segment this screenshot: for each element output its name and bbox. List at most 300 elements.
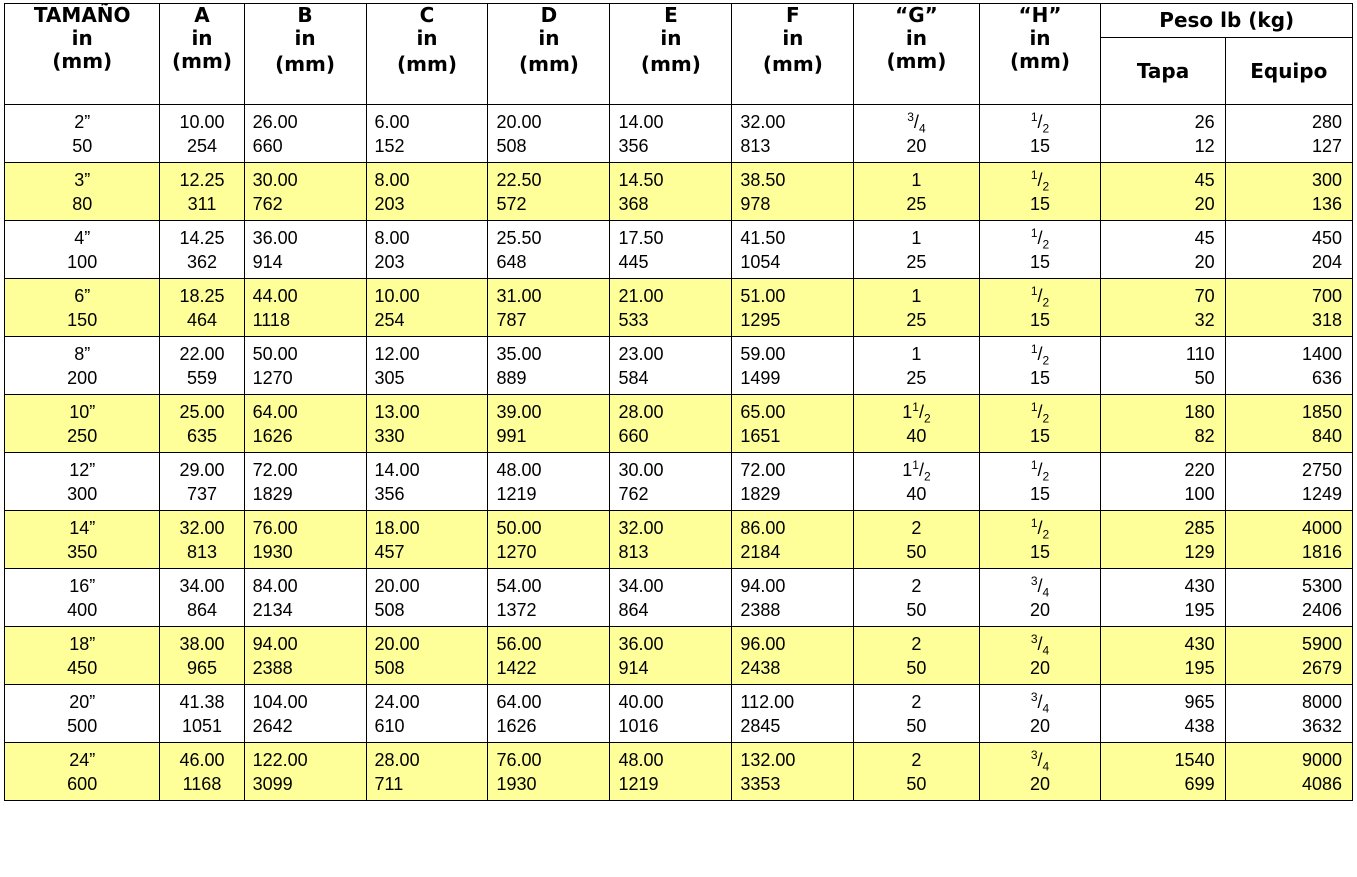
col-e-cell-in: 14.50 bbox=[618, 169, 664, 190]
col-g-cell-mm: 50 bbox=[906, 599, 927, 620]
equipment-weight-cell bbox=[1225, 279, 1352, 337]
size-cell-mm: 80 bbox=[72, 193, 93, 214]
col-e-cell-in: 30.00 bbox=[618, 459, 664, 480]
size-cell bbox=[5, 395, 160, 453]
col-e-cell-in: 21.00 bbox=[618, 285, 664, 306]
table-row bbox=[5, 163, 1353, 221]
size-cell-mm: 200 bbox=[67, 367, 98, 388]
size-cell-mm: 400 bbox=[67, 599, 98, 620]
col-a-cell-mm: 362 bbox=[186, 251, 218, 272]
col-d-cell-in: 50.00 bbox=[496, 517, 542, 538]
size-cell-mm: 50 bbox=[72, 135, 93, 156]
col-a-cell bbox=[160, 163, 244, 221]
col-e-cell-mm: 445 bbox=[618, 251, 649, 272]
col-c-cell bbox=[366, 163, 488, 221]
equipment-weight-cell bbox=[1225, 221, 1352, 279]
col-e-cell-in: 17.50 bbox=[618, 227, 664, 248]
col-b-cell-mm: 1626 bbox=[252, 425, 293, 446]
col-b-cell-in: 72.00 bbox=[252, 459, 298, 480]
size-cell bbox=[5, 743, 160, 801]
size-cell-mm: 250 bbox=[67, 425, 98, 446]
equipment-weight-cell-mm: 127 bbox=[1311, 135, 1342, 156]
col-e-cell bbox=[610, 511, 732, 569]
col-g-cell-in: 2 bbox=[911, 749, 922, 770]
equipment-weight-cell-in: 4000 bbox=[1301, 517, 1342, 538]
col-e-cell-mm: 1219 bbox=[618, 773, 659, 794]
col-f-cell-mm: 2845 bbox=[740, 715, 781, 736]
col-b-cell-in: 76.00 bbox=[252, 517, 298, 538]
col-h-cell-in: $^1/_2$ bbox=[1030, 341, 1050, 368]
col-a-cell-mm: 464 bbox=[186, 309, 218, 330]
size-cell-mm: 600 bbox=[67, 773, 98, 794]
col-h-cell bbox=[979, 569, 1101, 627]
size-cell-mm: 500 bbox=[67, 715, 98, 736]
equipment-weight-cell-mm: 2406 bbox=[1301, 599, 1342, 620]
cover-weight-cell-mm: 20 bbox=[1194, 193, 1215, 214]
col-h-cell-mm: 15 bbox=[1029, 193, 1051, 214]
col-h-cell-in: $^3/_4$ bbox=[1030, 631, 1050, 658]
col-e-cell bbox=[610, 685, 732, 743]
col-h-cell bbox=[979, 221, 1101, 279]
col-f-cell bbox=[732, 685, 854, 743]
col-c-cell-in: 18.00 bbox=[374, 517, 420, 538]
col-a-cell-in: 46.00 bbox=[179, 749, 225, 770]
col-h-cell-in: $^3/_4$ bbox=[1030, 573, 1050, 600]
col-d-cell-in: 56.00 bbox=[496, 633, 542, 654]
col-c-cell-in: 13.00 bbox=[374, 401, 420, 422]
cover-weight-cell-in: 430 bbox=[1184, 633, 1215, 654]
size-cell-mm: 100 bbox=[67, 251, 98, 272]
col-d-cell bbox=[488, 105, 610, 163]
col-d-cell-in: 20.00 bbox=[496, 111, 542, 132]
cover-weight-cell-mm: 32 bbox=[1194, 309, 1215, 330]
col-g-cell-mm: 50 bbox=[906, 657, 927, 678]
col-c-cell bbox=[366, 627, 488, 685]
equipment-weight-cell-in: 9000 bbox=[1301, 749, 1342, 770]
col-h-cell-in: $^3/_4$ bbox=[1030, 747, 1050, 774]
col-d-cell-in: 76.00 bbox=[496, 749, 542, 770]
header-size: TAMAÑO in (mm) bbox=[5, 4, 160, 105]
col-d-cell-in: 39.00 bbox=[496, 401, 542, 422]
col-c-cell bbox=[366, 743, 488, 801]
equipment-weight-cell bbox=[1225, 163, 1352, 221]
cover-weight-cell-in: 45 bbox=[1194, 169, 1215, 190]
col-g-cell-in: $1^1/_2$ bbox=[902, 457, 931, 484]
equipment-weight-cell-mm: 1249 bbox=[1301, 483, 1342, 504]
col-a-cell-in: 22.00 bbox=[179, 343, 225, 364]
col-b-cell-in: 26.00 bbox=[252, 111, 298, 132]
size-cell bbox=[5, 279, 160, 337]
col-g-cell-in: 2 bbox=[911, 633, 922, 654]
col-c-cell-mm: 457 bbox=[374, 541, 405, 562]
col-f-cell-in: 59.00 bbox=[740, 343, 786, 364]
col-c-cell-in: 28.00 bbox=[374, 749, 420, 770]
col-e-cell-in: 28.00 bbox=[618, 401, 664, 422]
col-d-cell bbox=[488, 395, 610, 453]
col-c-cell-mm: 203 bbox=[374, 193, 405, 214]
col-e-cell bbox=[610, 743, 732, 801]
col-c-cell-mm: 610 bbox=[374, 715, 405, 736]
col-h-cell-mm: 15 bbox=[1029, 367, 1051, 388]
col-b-cell-mm: 1118 bbox=[252, 309, 290, 330]
col-h-cell-in: $^1/_2$ bbox=[1030, 225, 1050, 252]
col-a-cell bbox=[160, 105, 244, 163]
col-g-cell-mm: 50 bbox=[906, 541, 927, 562]
col-d-cell bbox=[488, 337, 610, 395]
col-f-cell bbox=[732, 569, 854, 627]
col-a-cell bbox=[160, 453, 244, 511]
cover-weight-cell bbox=[1101, 395, 1225, 453]
col-b-cell bbox=[244, 279, 366, 337]
size-cell-in: 16” bbox=[69, 575, 96, 596]
col-e-cell bbox=[610, 453, 732, 511]
col-e-cell-in: 23.00 bbox=[618, 343, 664, 364]
equipment-weight-cell bbox=[1225, 569, 1352, 627]
col-h-cell bbox=[979, 743, 1101, 801]
table-row bbox=[5, 221, 1353, 279]
header-equipment: Equipo bbox=[1225, 38, 1352, 105]
cover-weight-cell bbox=[1101, 221, 1225, 279]
col-a-cell-mm: 254 bbox=[186, 135, 218, 156]
col-c-cell-in: 20.00 bbox=[374, 633, 420, 654]
col-f-cell-mm: 3353 bbox=[740, 773, 781, 794]
equipment-weight-cell bbox=[1225, 627, 1352, 685]
col-g-cell bbox=[854, 337, 979, 395]
col-f-cell-in: 96.00 bbox=[740, 633, 786, 654]
col-h-cell-in: $^3/_4$ bbox=[1030, 689, 1050, 716]
col-b-cell-in: 30.00 bbox=[252, 169, 298, 190]
col-g-cell-mm: 25 bbox=[906, 193, 927, 214]
col-g-cell-mm: 20 bbox=[906, 135, 927, 156]
col-d-cell bbox=[488, 743, 610, 801]
col-d-cell-in: 48.00 bbox=[496, 459, 542, 480]
equipment-weight-cell-in: 280 bbox=[1311, 111, 1342, 132]
col-e-cell bbox=[610, 569, 732, 627]
col-f-cell-mm: 1295 bbox=[740, 309, 781, 330]
col-d-cell-mm: 572 bbox=[496, 193, 527, 214]
col-e-cell-mm: 356 bbox=[618, 135, 649, 156]
col-f-cell bbox=[732, 743, 854, 801]
col-e-cell-mm: 1016 bbox=[618, 715, 659, 736]
cover-weight-cell-mm: 129 bbox=[1184, 541, 1215, 562]
col-a-cell-mm: 635 bbox=[186, 425, 218, 446]
col-g-cell-mm: 40 bbox=[906, 483, 927, 504]
col-g-cell bbox=[854, 105, 979, 163]
size-cell-in: 3” bbox=[74, 169, 91, 190]
equipment-weight-cell-mm: 318 bbox=[1311, 309, 1342, 330]
size-cell bbox=[5, 453, 160, 511]
equipment-weight-cell-mm: 204 bbox=[1311, 251, 1342, 272]
cover-weight-cell-mm: 20 bbox=[1194, 251, 1215, 272]
size-cell-in: 4” bbox=[74, 227, 91, 248]
col-g-cell-mm: 50 bbox=[906, 715, 927, 736]
equipment-weight-cell-in: 1850 bbox=[1301, 401, 1342, 422]
col-h-cell-mm: 15 bbox=[1029, 135, 1051, 156]
size-cell-in: 8” bbox=[74, 343, 91, 364]
size-cell bbox=[5, 105, 160, 163]
col-f-cell-mm: 2184 bbox=[740, 541, 781, 562]
col-f-cell bbox=[732, 453, 854, 511]
equipment-weight-cell bbox=[1225, 337, 1352, 395]
col-g-cell-mm: 25 bbox=[906, 309, 927, 330]
col-f-cell-mm: 1829 bbox=[740, 483, 781, 504]
equipment-weight-cell-mm: 2679 bbox=[1301, 657, 1342, 678]
equipment-weight-cell-in: 2750 bbox=[1301, 459, 1342, 480]
col-a-cell-in: 34.00 bbox=[179, 575, 225, 596]
col-g-cell bbox=[854, 279, 979, 337]
col-e-cell bbox=[610, 627, 732, 685]
col-f-cell-mm: 2438 bbox=[740, 657, 781, 678]
col-b-cell-in: 64.00 bbox=[252, 401, 298, 422]
col-b-cell-in: 122.00 bbox=[252, 749, 308, 770]
col-g-cell bbox=[854, 395, 979, 453]
col-d-cell-in: 25.50 bbox=[496, 227, 542, 248]
col-c-cell-in: 20.00 bbox=[374, 575, 420, 596]
col-b-cell bbox=[244, 105, 366, 163]
col-e-cell bbox=[610, 279, 732, 337]
col-d-cell bbox=[488, 279, 610, 337]
col-d-cell-in: 22.50 bbox=[496, 169, 542, 190]
col-a-cell bbox=[160, 627, 244, 685]
col-d-cell-in: 64.00 bbox=[496, 691, 542, 712]
col-f-cell-in: 112.00 bbox=[740, 691, 795, 712]
col-e-cell bbox=[610, 105, 732, 163]
table-row bbox=[5, 743, 1353, 801]
col-g-cell bbox=[854, 453, 979, 511]
cover-weight-cell-in: 965 bbox=[1184, 691, 1215, 712]
cover-weight-cell-in: 430 bbox=[1184, 575, 1215, 596]
col-a-cell-in: 12.25 bbox=[179, 169, 225, 190]
cover-weight-cell-mm: 699 bbox=[1184, 773, 1215, 794]
col-c-cell-mm: 203 bbox=[374, 251, 405, 272]
col-g-cell-in: $^3/_4$ bbox=[907, 109, 926, 136]
table-row bbox=[5, 337, 1353, 395]
col-b-cell-mm: 1930 bbox=[252, 541, 293, 562]
col-d-cell bbox=[488, 685, 610, 743]
header-col-a: A in (mm) bbox=[160, 4, 244, 105]
size-cell bbox=[5, 569, 160, 627]
header-col-c: C in (mm) bbox=[366, 4, 488, 105]
size-cell bbox=[5, 627, 160, 685]
col-f-cell bbox=[732, 337, 854, 395]
col-a-cell-mm: 559 bbox=[186, 367, 218, 388]
col-h-cell bbox=[979, 279, 1101, 337]
col-e-cell-mm: 762 bbox=[618, 483, 649, 504]
col-a-cell-mm: 965 bbox=[186, 657, 218, 678]
table-body bbox=[5, 105, 1353, 801]
col-h-cell-in: $^1/_2$ bbox=[1030, 109, 1050, 136]
col-g-cell-mm: 40 bbox=[906, 425, 927, 446]
col-b-cell bbox=[244, 221, 366, 279]
header-col-f: F in (mm) bbox=[732, 4, 854, 105]
col-a-cell-mm: 737 bbox=[186, 483, 218, 504]
size-cell-mm: 350 bbox=[67, 541, 98, 562]
col-h-cell bbox=[979, 395, 1101, 453]
col-b-cell-mm: 2388 bbox=[252, 657, 293, 678]
col-f-cell bbox=[732, 627, 854, 685]
col-c-cell-in: 8.00 bbox=[374, 227, 410, 248]
col-c-cell bbox=[366, 569, 488, 627]
col-c-cell bbox=[366, 685, 488, 743]
col-b-cell-mm: 2642 bbox=[252, 715, 293, 736]
col-b-cell-mm: 3099 bbox=[252, 773, 293, 794]
col-g-cell-in: $1^1/_2$ bbox=[902, 399, 931, 426]
equipment-weight-cell-in: 1400 bbox=[1301, 343, 1342, 364]
cover-weight-cell bbox=[1101, 337, 1225, 395]
size-cell bbox=[5, 337, 160, 395]
col-g-cell-in: 2 bbox=[911, 691, 922, 712]
equipment-weight-cell-in: 5300 bbox=[1301, 575, 1342, 596]
col-c-cell bbox=[366, 221, 488, 279]
cover-weight-cell bbox=[1101, 627, 1225, 685]
col-e-cell-mm: 368 bbox=[618, 193, 649, 214]
col-a-cell bbox=[160, 337, 244, 395]
col-g-cell bbox=[854, 511, 979, 569]
col-a-cell-in: 32.00 bbox=[179, 517, 225, 538]
col-f-cell bbox=[732, 279, 854, 337]
col-h-cell-in: $^1/_2$ bbox=[1030, 167, 1050, 194]
col-g-cell-mm: 25 bbox=[906, 367, 927, 388]
cover-weight-cell bbox=[1101, 511, 1225, 569]
size-cell-in: 14” bbox=[69, 517, 96, 538]
cover-weight-cell-mm: 100 bbox=[1184, 483, 1215, 504]
col-a-cell bbox=[160, 395, 244, 453]
col-h-cell bbox=[979, 685, 1101, 743]
size-cell-in: 10” bbox=[69, 401, 96, 422]
col-f-cell bbox=[732, 511, 854, 569]
col-b-cell bbox=[244, 743, 366, 801]
equipment-weight-cell-mm: 840 bbox=[1311, 425, 1342, 446]
col-e-cell bbox=[610, 221, 732, 279]
col-e-cell-in: 14.00 bbox=[618, 111, 664, 132]
col-b-cell bbox=[244, 163, 366, 221]
col-d-cell-mm: 1219 bbox=[496, 483, 537, 504]
cover-weight-cell-in: 45 bbox=[1194, 227, 1215, 248]
col-c-cell-in: 8.00 bbox=[374, 169, 410, 190]
header-col-h: “H” in (mm) bbox=[979, 4, 1101, 105]
size-cell-in: 24” bbox=[69, 749, 96, 770]
col-f-cell bbox=[732, 395, 854, 453]
col-f-cell bbox=[732, 105, 854, 163]
col-c-cell bbox=[366, 279, 488, 337]
cover-weight-cell bbox=[1101, 685, 1225, 743]
col-f-cell-in: 94.00 bbox=[740, 575, 786, 596]
col-b-cell-in: 104.00 bbox=[252, 691, 308, 712]
col-f-cell-mm: 1499 bbox=[740, 367, 781, 388]
col-a-cell bbox=[160, 511, 244, 569]
cover-weight-cell-in: 180 bbox=[1184, 401, 1215, 422]
col-d-cell-mm: 991 bbox=[496, 425, 527, 446]
col-f-cell-in: 65.00 bbox=[740, 401, 786, 422]
cover-weight-cell bbox=[1101, 105, 1225, 163]
size-cell-in: 6” bbox=[74, 285, 91, 306]
table-row bbox=[5, 279, 1353, 337]
cover-weight-cell-in: 110 bbox=[1185, 343, 1215, 364]
col-b-cell-in: 44.00 bbox=[252, 285, 298, 306]
col-h-cell-in: $^1/_2$ bbox=[1030, 399, 1050, 426]
col-h-cell bbox=[979, 453, 1101, 511]
col-a-cell-mm: 813 bbox=[186, 541, 218, 562]
col-d-cell-mm: 1372 bbox=[496, 599, 537, 620]
col-g-cell-in: 1 bbox=[911, 227, 922, 248]
col-d-cell-mm: 889 bbox=[496, 367, 527, 388]
col-h-cell-mm: 15 bbox=[1029, 251, 1051, 272]
col-h-cell-in: $^1/_2$ bbox=[1030, 515, 1050, 542]
col-a-cell-in: 29.00 bbox=[179, 459, 225, 480]
size-cell-mm: 150 bbox=[67, 309, 98, 330]
col-c-cell bbox=[366, 453, 488, 511]
col-c-cell-in: 24.00 bbox=[374, 691, 420, 712]
col-b-cell-in: 84.00 bbox=[252, 575, 298, 596]
col-d-cell bbox=[488, 511, 610, 569]
col-e-cell-mm: 914 bbox=[618, 657, 649, 678]
col-d-cell-mm: 1930 bbox=[496, 773, 537, 794]
col-f-cell-mm: 813 bbox=[740, 135, 771, 156]
col-b-cell-mm: 2134 bbox=[252, 599, 293, 620]
col-e-cell-in: 36.00 bbox=[618, 633, 664, 654]
equipment-weight-cell-mm: 636 bbox=[1311, 367, 1342, 388]
cover-weight-cell-mm: 50 bbox=[1194, 367, 1215, 388]
col-f-cell-mm: 1054 bbox=[740, 251, 781, 272]
col-d-cell bbox=[488, 627, 610, 685]
equipment-weight-cell-mm: 1816 bbox=[1301, 541, 1342, 562]
col-c-cell-mm: 711 bbox=[374, 773, 404, 794]
cover-weight-cell bbox=[1101, 569, 1225, 627]
col-f-cell-in: 38.50 bbox=[740, 169, 786, 190]
col-a-cell-mm: 1168 bbox=[182, 773, 222, 794]
header-row bbox=[5, 4, 1353, 38]
cover-weight-cell-mm: 195 bbox=[1184, 599, 1215, 620]
col-f-cell-mm: 978 bbox=[740, 193, 771, 214]
col-f-cell-in: 32.00 bbox=[740, 111, 786, 132]
equipment-weight-cell-mm: 136 bbox=[1311, 193, 1342, 214]
col-b-cell-in: 36.00 bbox=[252, 227, 298, 248]
col-e-cell bbox=[610, 337, 732, 395]
col-c-cell-in: 10.00 bbox=[374, 285, 420, 306]
size-cell-mm: 300 bbox=[67, 483, 98, 504]
equipment-weight-cell-in: 300 bbox=[1311, 169, 1342, 190]
col-h-cell-in: $^1/_2$ bbox=[1030, 283, 1050, 310]
table-row bbox=[5, 627, 1353, 685]
col-a-cell-in: 41.38 bbox=[179, 691, 225, 712]
col-g-cell bbox=[854, 221, 979, 279]
col-a-cell bbox=[160, 279, 244, 337]
col-a-cell bbox=[160, 569, 244, 627]
col-g-cell-in: 1 bbox=[911, 169, 922, 190]
col-e-cell-in: 48.00 bbox=[618, 749, 664, 770]
col-b-cell-mm: 660 bbox=[252, 135, 283, 156]
col-f-cell bbox=[732, 163, 854, 221]
dimensions-table bbox=[4, 3, 1353, 801]
table-row bbox=[5, 105, 1353, 163]
equipment-weight-cell bbox=[1225, 511, 1352, 569]
cover-weight-cell-in: 220 bbox=[1184, 459, 1215, 480]
cover-weight-cell bbox=[1101, 279, 1225, 337]
size-cell bbox=[5, 685, 160, 743]
col-h-cell bbox=[979, 163, 1101, 221]
col-h-cell-mm: 15 bbox=[1029, 425, 1051, 446]
col-e-cell-mm: 864 bbox=[618, 599, 649, 620]
col-b-cell-mm: 762 bbox=[252, 193, 283, 214]
equipment-weight-cell bbox=[1225, 685, 1352, 743]
cover-weight-cell bbox=[1101, 743, 1225, 801]
col-h-cell-mm: 20 bbox=[1029, 599, 1051, 620]
col-h-cell-mm: 15 bbox=[1029, 541, 1051, 562]
header-weight: Peso lb (kg) bbox=[1101, 4, 1353, 38]
col-a-cell bbox=[160, 221, 244, 279]
cover-weight-cell-mm: 82 bbox=[1194, 425, 1215, 446]
col-a-cell-in: 14.25 bbox=[179, 227, 225, 248]
